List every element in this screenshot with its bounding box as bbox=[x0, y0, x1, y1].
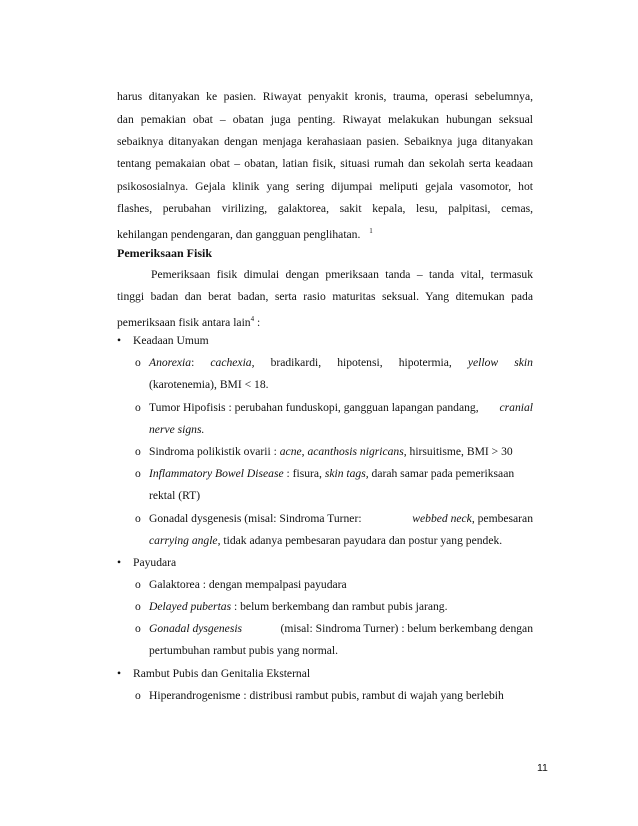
section-heading: Pemeriksaan Fisik bbox=[117, 246, 212, 260]
paragraph-line: psikososialnya. Gejala klinik yang sering dijumpai meliputi gejala vasomotor, hot bbox=[117, 180, 533, 193]
term-italic: cachexia, bbox=[210, 356, 255, 369]
term-italic: acne bbox=[279, 445, 302, 458]
paragraph-line: harus ditanyakan ke pasien. Riwayat penyakit kronis, trauma, operasi sebelumnya, bbox=[117, 90, 533, 103]
sub-text: Hiperandrogenisme : distribusi rambut pubis, rambut di wajah yang berlebih bbox=[149, 689, 504, 702]
term-italic: Anorexia bbox=[149, 356, 192, 369]
sub-text: , bbox=[301, 445, 308, 458]
bullet-item-keadaan-umum bbox=[117, 334, 533, 348]
term-italic: carrying angle bbox=[149, 534, 218, 547]
bullet-icon: • bbox=[117, 667, 122, 680]
sub-text: darah samar pada pemeriksaan bbox=[368, 467, 515, 480]
sub-item-delayed-pubertas bbox=[135, 600, 533, 614]
intro-colon: : bbox=[254, 316, 261, 329]
paragraph-line: tentang pemakaian obat – obatan, latian fisik, situasi rumah dan sekolah serta keadaan bbox=[117, 157, 533, 170]
term-italic: nerve signs. bbox=[149, 423, 205, 436]
bullet-icon: • bbox=[117, 556, 122, 569]
paragraph-line: dan pemakian obat – obatan juga penting. Riwayat melakukan hubungan seksual bbox=[117, 113, 533, 126]
bullet-title: Keadaan Umum bbox=[133, 334, 209, 347]
term-italic: skin tags, bbox=[324, 467, 369, 480]
term-italic: webbed neck bbox=[412, 512, 472, 525]
term-italic: Gonadal dysgenesis bbox=[149, 622, 243, 635]
sub-item-tumor-hipofisis bbox=[135, 401, 533, 415]
sub-item-hiperandrogenisme bbox=[135, 689, 533, 703]
bullet-title: Payudara bbox=[133, 556, 177, 569]
sub-item-continuation: rektal (RT) bbox=[149, 489, 201, 502]
sub-bullet-icon: o bbox=[135, 401, 141, 414]
term-italic: cranial bbox=[499, 401, 533, 414]
paragraph-last-line bbox=[117, 224, 533, 242]
sub-text: , tidak adanya pembesaran payudara dan postur yang pendek. bbox=[217, 534, 503, 547]
sub-text: Gonadal dysgenesis (misal: Sindroma Turner: bbox=[149, 512, 362, 525]
sub-item-ibd bbox=[135, 467, 533, 481]
sub-bullet-icon: o bbox=[135, 512, 141, 525]
paragraph-last-text: kehilangan pendengaran, dan gangguan penglihatan. bbox=[117, 228, 361, 241]
intro-last-line bbox=[117, 312, 533, 330]
sub-item-pcos bbox=[135, 445, 533, 459]
sub-text: Sindroma polikistik ovarii : bbox=[149, 445, 280, 458]
bullet-title: Rambut Pubis dan Genitalia Eksternal bbox=[133, 667, 311, 680]
term-italic: acanthosis nigricans bbox=[307, 445, 404, 458]
sub-text: (misal: Sindroma Turner) : belum berkembang dengan bbox=[280, 622, 533, 635]
sub-bullet-icon: o bbox=[135, 600, 141, 613]
intro-line: Pemeriksaan fisik dimulai dengan pmeriksaan tanda – tanda vital, termasuk bbox=[151, 268, 533, 281]
sub-text: : bbox=[191, 356, 195, 369]
sub-text: hipotermia, bbox=[398, 356, 452, 369]
sub-item-continuation: (karotenemia), BMI < 18. bbox=[149, 378, 269, 391]
sub-text: Galaktorea : dengan mempalpasi payudara bbox=[149, 578, 347, 591]
sub-bullet-icon: o bbox=[135, 689, 141, 702]
sub-text: Tumor Hipofisis : perubahan funduskopi, gangguan lapangan pandang, bbox=[149, 401, 479, 414]
sub-item-anorexia bbox=[135, 356, 533, 370]
sub-item-gonadal-dysgenesis-2 bbox=[135, 622, 533, 636]
sub-text: , hirsuitisme, BMI > 30 bbox=[403, 445, 513, 458]
reference-superscript: 1 bbox=[369, 227, 373, 235]
sub-text: hipotensi, bbox=[337, 356, 383, 369]
bullet-item-payudara bbox=[117, 556, 533, 570]
paragraph-line: flashes, perubahan virilizing, galaktorea, sakit kepala, lesu, palpitasi, cemas, bbox=[117, 202, 533, 215]
sub-text: bradikardi, bbox=[270, 356, 322, 369]
bullet-item-rambut-pubis bbox=[117, 667, 533, 681]
term-italic: yellow bbox=[467, 356, 499, 369]
paragraph-line: sebaiknya ditanyakan dengan menjaga kerahasiaan pasien. Sebaiknya juga ditanyakan bbox=[117, 135, 533, 148]
sub-bullet-icon: o bbox=[135, 467, 141, 480]
sub-bullet-icon: o bbox=[135, 445, 141, 458]
bullet-icon: • bbox=[117, 334, 122, 347]
intro-line: tinggi badan dan berat badan, serta rasio maturitas seksual. Yang ditemukan pada bbox=[117, 290, 533, 303]
sub-bullet-icon: o bbox=[135, 578, 141, 591]
term-italic: Inflammatory Bowel Disease bbox=[149, 467, 284, 480]
sub-item-gonadal-dysgenesis bbox=[135, 512, 533, 526]
sub-item-continuation bbox=[149, 423, 533, 437]
sub-bullet-icon: o bbox=[135, 622, 141, 635]
sub-bullet-icon: o bbox=[135, 356, 141, 369]
page-number: 11 bbox=[537, 762, 548, 774]
intro-last-text: pemeriksaan fisik antara lain bbox=[117, 316, 251, 329]
sub-item-continuation bbox=[149, 534, 533, 548]
sub-text: , pembesaran bbox=[471, 512, 533, 525]
term-italic: Delayed pubertas bbox=[149, 600, 232, 613]
reference-superscript: 4 bbox=[250, 315, 255, 323]
sub-item-galaktorea bbox=[135, 578, 533, 592]
sub-item-continuation: pertumbuhan rambut pubis yang normal. bbox=[149, 644, 339, 657]
sub-text: : belum berkembang dan rambut pubis jarang. bbox=[231, 600, 448, 613]
term-italic: skin bbox=[514, 356, 533, 369]
sub-text: : fisura, bbox=[283, 467, 325, 480]
